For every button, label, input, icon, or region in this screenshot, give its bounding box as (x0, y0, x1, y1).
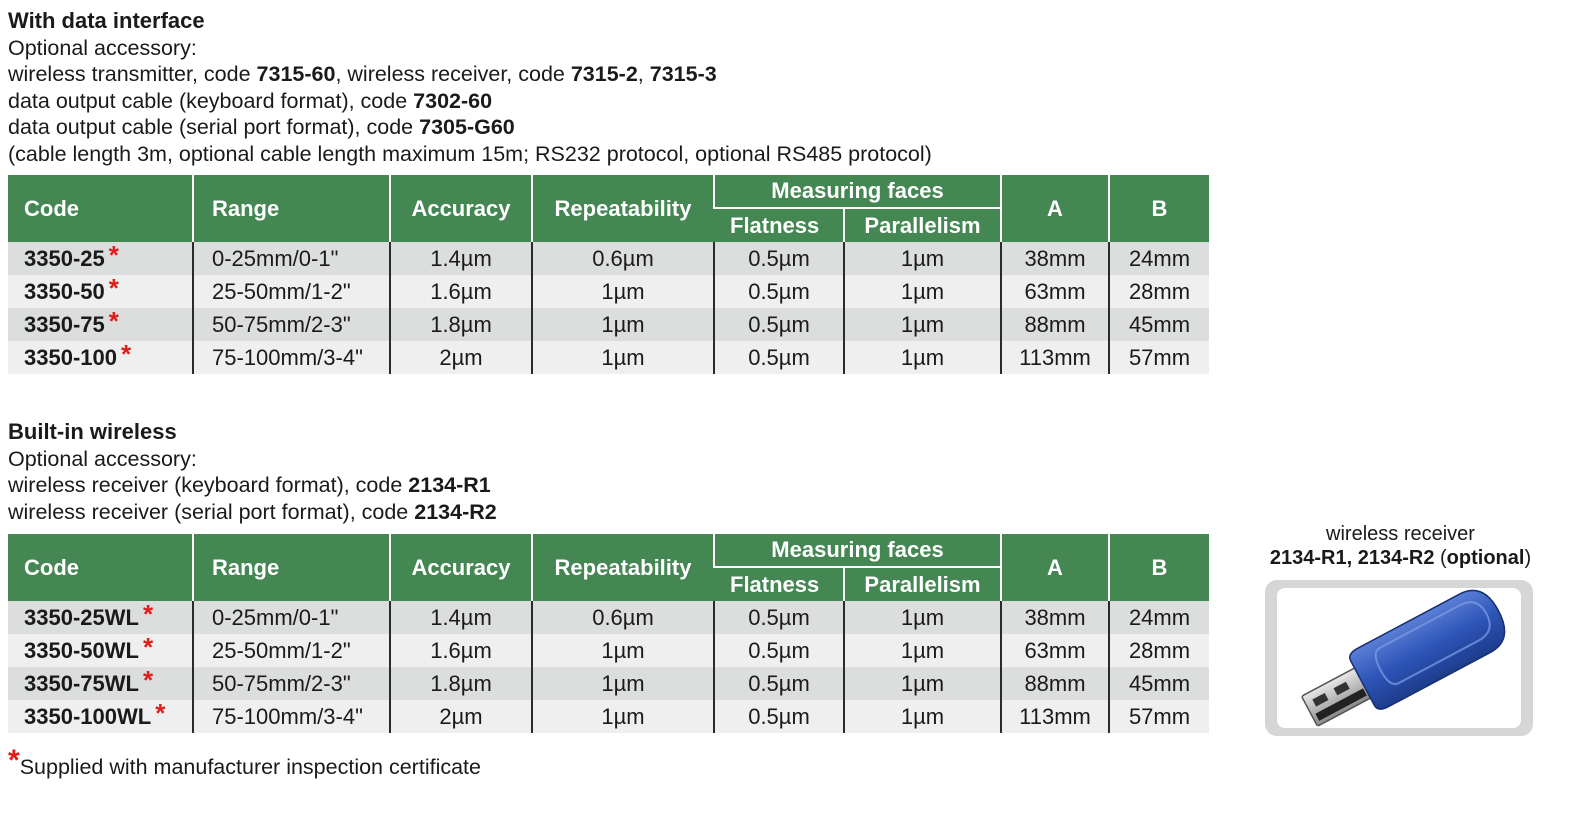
section-data-interface (8, 8, 932, 167)
cell-b: 45mm (1109, 667, 1209, 700)
section-title: With data interface (8, 8, 205, 33)
cell-range: 75-100mm/3-4" (193, 700, 390, 733)
cell-accuracy: 1.6µm (390, 634, 532, 667)
caption-codes: 2134-R1, 2134-R2 (optional) (1269, 547, 1532, 569)
cell-a: 38mm (1001, 601, 1109, 634)
cell-flatness: 0.5µm (714, 242, 844, 275)
table-data-interface (8, 175, 1209, 374)
cell-accuracy: 2µm (390, 700, 532, 733)
cell-parallelism: 1µm (844, 275, 1001, 308)
cell-a: 113mm (1001, 341, 1109, 374)
cell-repeatability: 0.6µm (532, 601, 714, 634)
header-flatness: Flatness (714, 567, 844, 601)
cell-repeatability: 1µm (532, 308, 714, 341)
cell-b: 28mm (1109, 634, 1209, 667)
cell-accuracy: 1.8µm (390, 308, 532, 341)
cell-parallelism: 1µm (844, 308, 1001, 341)
cell-a: 63mm (1001, 275, 1109, 308)
cell-range: 0-25mm/0-1" (193, 242, 390, 275)
header-range: Range (193, 175, 390, 242)
cell-range: 50-75mm/2-3" (193, 308, 390, 341)
cell-parallelism: 1µm (844, 700, 1001, 733)
cell-parallelism: 1µm (844, 667, 1001, 700)
cell-repeatability: 1µm (532, 700, 714, 733)
optional-accessory-label: Optional accessory: (8, 35, 197, 60)
cell-code: 3350-50 * (8, 275, 193, 308)
optional-accessory-label: Optional accessory: (8, 446, 197, 471)
header-measuring-faces: Measuring faces (714, 175, 1001, 208)
header-repeatability: Repeatability (532, 534, 714, 601)
table-row (8, 308, 1209, 341)
cell-b: 57mm (1109, 700, 1209, 733)
cell-code: 3350-75 * (8, 308, 193, 341)
header-parallelism: Parallelism (844, 208, 1001, 242)
header-b: B (1109, 534, 1209, 601)
certificate-star: * (108, 305, 119, 336)
header-b: B (1109, 175, 1209, 242)
cell-parallelism: 1µm (844, 601, 1001, 634)
certificate-star: * (142, 631, 154, 662)
header-parallelism: Parallelism (844, 567, 1001, 601)
accessory-line: wireless receiver (keyboard format), code 2134-R1 (8, 473, 491, 497)
cell-parallelism: 1µm (844, 341, 1001, 374)
photo-frame (1277, 588, 1521, 728)
accessory-line: data output cable (keyboard format), code 7302-60 (8, 88, 493, 113)
cell-parallelism: 1µm (844, 634, 1001, 667)
cell-range: 25-50mm/1-2" (193, 275, 390, 308)
accessory-line: data output cable (serial port format), code 7305-G60 (8, 115, 515, 139)
table-row (8, 242, 1209, 275)
cell-b: 57mm (1109, 341, 1209, 374)
cell-flatness: 0.5µm (714, 275, 844, 308)
cell-repeatability: 0.6µm (532, 242, 714, 275)
spec-table (8, 534, 1209, 733)
cell-a: 88mm (1001, 308, 1109, 341)
spec-table (8, 175, 1209, 374)
table-row (8, 634, 1209, 667)
cell-flatness: 0.5µm (714, 634, 844, 667)
cell-range: 50-75mm/2-3" (193, 667, 390, 700)
cell-code: 3350-25WL * (8, 601, 193, 634)
cell-range: 75-100mm/3-4" (193, 341, 390, 374)
header-repeatability: Repeatability (532, 175, 714, 242)
cell-accuracy: 1.4µm (390, 601, 532, 634)
cell-code: 3350-75WL * (8, 667, 193, 700)
header-range: Range (193, 534, 390, 601)
header-flatness: Flatness (714, 208, 844, 242)
header-code: Code (8, 175, 193, 242)
cell-a: 38mm (1001, 242, 1109, 275)
certificate-star: * (8, 744, 20, 777)
cell-code: 3350-100WL * (8, 700, 193, 733)
cell-b: 24mm (1109, 601, 1209, 634)
certificate-star: * (142, 598, 154, 629)
cell-accuracy: 1.4µm (390, 242, 532, 275)
cell-b: 45mm (1109, 308, 1209, 341)
table-row (8, 275, 1209, 308)
cell-accuracy: 2µm (390, 341, 532, 374)
accessory-note: (cable length 3m, optional cable length maximum 15m; RS232 protocol, optional RS485 protocol) (8, 141, 932, 166)
cell-range: 0-25mm/0-1" (193, 601, 390, 634)
section-built-in-wireless (8, 419, 497, 525)
receiver-photo (1265, 580, 1533, 736)
section-title: Built-in wireless (8, 419, 177, 444)
caption-title: wireless receiver (1326, 523, 1475, 545)
footnote (8, 744, 481, 782)
cell-code: 3350-25 * (8, 242, 193, 275)
usb-receiver-icon (1277, 588, 1521, 728)
certificate-star: * (108, 272, 119, 303)
certificate-star: * (155, 697, 166, 728)
cell-a: 63mm (1001, 634, 1109, 667)
table-row (8, 601, 1209, 634)
cell-repeatability: 1µm (532, 341, 714, 374)
table-row (8, 667, 1209, 700)
cell-code: 3350-50WL * (8, 634, 193, 667)
cell-parallelism: 1µm (844, 242, 1001, 275)
certificate-star: * (120, 338, 132, 369)
cell-code: 3350-100 * (8, 341, 193, 374)
header-code: Code (8, 534, 193, 601)
accessory-line: wireless receiver (serial port format), code 2134-R2 (8, 499, 497, 524)
cell-flatness: 0.5µm (714, 667, 844, 700)
cell-flatness: 0.5µm (714, 341, 844, 374)
cell-b: 28mm (1109, 275, 1209, 308)
header-a: A (1001, 175, 1109, 242)
cell-accuracy: 1.6µm (390, 275, 532, 308)
table-row (8, 341, 1209, 374)
cell-a: 113mm (1001, 700, 1109, 733)
header-measuring-faces: Measuring faces (714, 534, 1001, 567)
header-a: A (1001, 534, 1109, 601)
cell-flatness: 0.5µm (714, 700, 844, 733)
cell-flatness: 0.5µm (714, 308, 844, 341)
accessory-line: wireless transmitter, code 7315-60, wireless receiver, code 7315-2, 7315-3 (8, 62, 717, 86)
header-accuracy: Accuracy (390, 534, 532, 601)
cell-range: 25-50mm/1-2" (193, 634, 390, 667)
certificate-star: * (142, 664, 154, 695)
table-row (8, 700, 1209, 733)
table-built-in-wireless (8, 534, 1209, 733)
cell-accuracy: 1.8µm (390, 667, 532, 700)
cell-b: 24mm (1109, 242, 1209, 275)
receiver-caption (1258, 522, 1543, 570)
footnote-text: Supplied with manufacturer inspection certificate (19, 755, 481, 779)
certificate-star: * (108, 239, 119, 270)
header-accuracy: Accuracy (390, 175, 532, 242)
cell-a: 88mm (1001, 667, 1109, 700)
cell-repeatability: 1µm (532, 275, 714, 308)
cell-repeatability: 1µm (532, 634, 714, 667)
cell-repeatability: 1µm (532, 667, 714, 700)
cell-flatness: 0.5µm (714, 601, 844, 634)
